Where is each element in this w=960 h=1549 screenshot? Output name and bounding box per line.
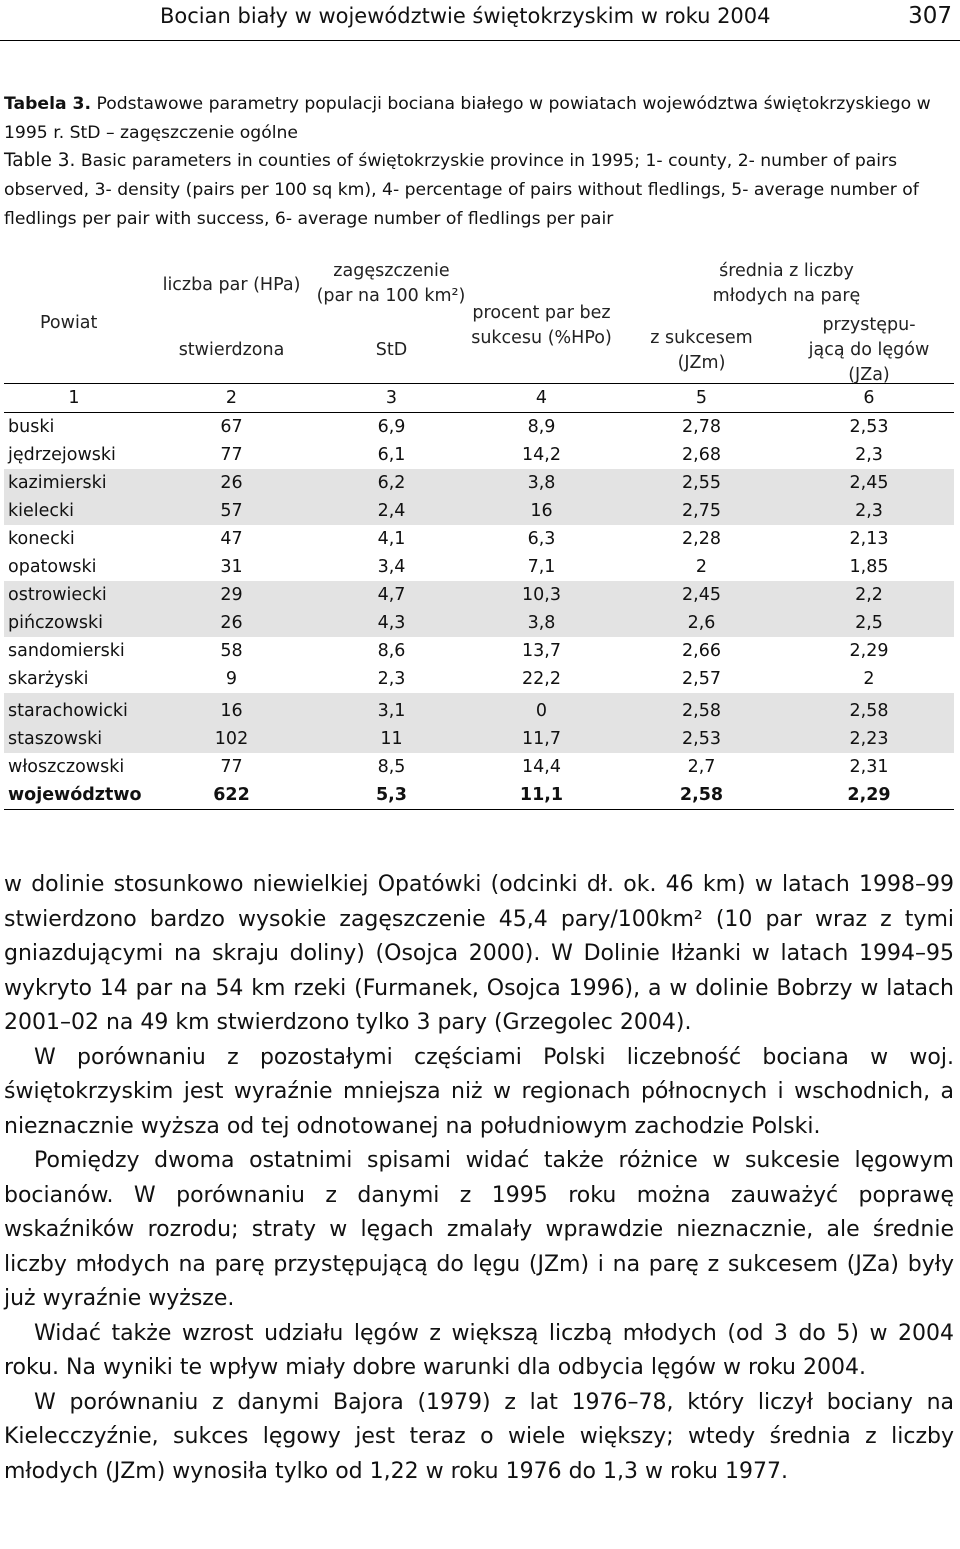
total-cell: województwo [4,781,144,810]
table-cell: 26 [144,469,319,497]
body-paragraph: W porównaniu z pozostałymi częściami Polski liczebność bociana w woj. świętokrzyskim jest wyraźnie mniejsza niż w regionach północnych i wschodnich, a nieznacznie wyższa od tej odnotowanej na południowym zachodzie Polski. [4,1044,954,1139]
table-cell: 1,85 [849,557,889,577]
table-cell: 29 [144,581,319,609]
table-cell: 11,7 [464,725,619,753]
table-row [4,553,954,581]
table-cell: 2,3 [855,445,883,465]
table-cell: 102 [144,725,319,753]
table-cell: 2,3 [377,669,406,689]
table-cell: 2 [695,557,708,577]
running-head-title: Bocian biały w województwie świętokrzyskim w roku 2004 [160,4,771,28]
table-cell: 7,1 [527,557,556,577]
county-name-cell: pińczowski [4,609,144,637]
table-cell: 4,7 [319,581,464,609]
table-cell: 2,75 [619,497,784,525]
table-total-row [4,781,954,810]
county-name-cell: jędrzejowski [8,445,116,465]
county-name-cell: skarżyski [8,669,89,689]
county-name-cell: opatowski [8,557,97,577]
header-liczba-par [144,255,319,384]
header-procent [464,255,619,384]
header-srednia-z-sukcesem [619,255,861,384]
header-std-label: StD [375,340,408,360]
table-cell: 22,2 [522,669,561,689]
table-caption-polish [4,90,954,148]
table-row [4,441,954,469]
header-procent-line1: procent par bez [472,303,611,323]
total-cell: 11,1 [464,781,619,810]
county-name-cell: ostrowiecki [4,581,144,609]
table-header-row [4,255,954,384]
header-procent-line2: sukcesu (%HPo) [471,328,612,348]
table-cell: 2,53 [849,417,889,437]
county-name-cell: sandomierski [8,641,125,661]
column-number: 2 [225,388,238,408]
total-cell: 2,29 [784,781,954,810]
table-cell: 3,8 [464,469,619,497]
header-powiat-label: Powiat [40,313,98,333]
table-cell: 58 [220,641,243,661]
header-stwierdzona-label: stwierdzona [178,340,285,360]
table-cell: 67 [220,417,243,437]
table-cell: 2,3 [784,497,954,525]
column-number: 1 [68,388,80,408]
table-body [4,413,954,782]
body-paragraph: Pomiędzy dwoma ostatnimi spisami widać także różnice w sukcesie lęgowym bocianów. W porównaniu z danymi z 1995 roku można zauważyć poprawę wskaźników rozrodu; straty w lęgach zmalały wprawdzie nieznacznie, ale średnie liczby młodych na parę przystępującą do lęgu (JZm) i na parę z sukcesem (JZa) były już wyraźnie wyższe. [4,1148,954,1311]
table-row [4,609,954,637]
header-powiat [4,255,144,384]
body-paragraph: W porównaniu z danymi Bajora (1979) z lat 1976–78, który liczył bociany na Kielecczyźnie, sukces lęgowy jest teraz o wiele większy; wtedy średnia z liczby młodych (JZm) wynosiła tylko od 1,22 w roku 1976 do 1,3 w roku 1977. [4,1389,954,1484]
table-row [4,497,954,525]
table-cell: 2,29 [849,641,889,661]
table-cell: 31 [220,557,243,577]
table-cell: 2,2 [784,581,954,609]
table-cell: 8,5 [377,757,406,777]
table-cell: 6,1 [377,445,406,465]
header-jza-label: (JZa) [848,365,890,385]
county-name-cell: włoszczowski [8,757,125,777]
body-paragraph: Widać także wzrost udziału lęgów z większą liczbą młodych (od 3 do 5) w 2004 roku. Na wyniki te wpływ miały dobre warunki dla odbycia lęgów w roku 2004. [4,1320,954,1380]
column-number: 6 [863,388,875,408]
table-cell: 3,4 [377,557,406,577]
header-jaca-label: jącą do lęgów [808,340,930,360]
column-number: 5 [695,388,708,408]
table-cell: 8,9 [527,417,556,437]
column-number: 3 [385,388,398,408]
table-cell: 3,8 [464,609,619,637]
table-row [4,693,954,725]
table-cell: 9 [225,669,238,689]
total-cell: 5,3 [319,781,464,810]
table-cell: 0 [464,693,619,725]
column-number-row [4,384,954,413]
table-cell: 26 [144,609,319,637]
data-table [4,255,954,810]
table-cell: 4,1 [377,529,406,549]
table-row [4,525,954,553]
table-cell: 2,45 [619,581,784,609]
table-cell: 10,3 [464,581,619,609]
table-cell: 2,31 [849,757,889,777]
table-row [4,413,954,442]
table-cell: 77 [220,445,243,465]
table-cell: 2,23 [784,725,954,753]
header-z-sukcesem-label: z sukcesem [650,328,753,348]
header-srednia-line2: młodych na parę [712,286,861,306]
table-cell: 6,9 [377,417,406,437]
page-number: 307 [908,3,952,29]
table-cell: 11 [319,725,464,753]
header-srednia-line1: średnia z liczby [719,261,854,281]
table-cell: 2,7 [687,757,716,777]
table-cell: 16 [144,693,319,725]
county-name-cell: buski [8,417,55,437]
county-name-cell: kazimierski [4,469,144,497]
table-row [4,725,954,753]
table-cell: 6,2 [319,469,464,497]
table-cell: 77 [220,757,243,777]
table-cell: 2,66 [682,641,721,661]
table-cell: 14,2 [522,445,561,465]
table-row [4,637,954,665]
table-cell: 57 [144,497,319,525]
table-cell: 2,4 [319,497,464,525]
table-cell: 2,13 [849,529,889,549]
running-head [0,0,960,41]
table-cell: 2,6 [619,609,784,637]
caption-pl-label: Tabela 3. [4,94,92,114]
county-name-cell: staszowski [4,725,144,753]
table-cell: 16 [464,497,619,525]
table-cell: 2,78 [682,417,721,437]
header-jzm-label: (JZm) [677,353,726,373]
header-przystepu-label: przystępu- [822,315,916,335]
header-zageszczenie [316,255,466,384]
table-cell: 4,3 [319,609,464,637]
caption-pl-text: Podstawowe parametry populacji bociana białego w powiatach województwa świętokrzyskiego w 1995 r. StD – zagęszczenie ogólne [4,94,931,143]
table-cell: 14,4 [522,757,561,777]
total-cell: 2,58 [619,781,784,810]
table-cell: 2,55 [619,469,784,497]
table-cell: 2,53 [619,725,784,753]
table-row [4,469,954,497]
county-name-cell: starachowicki [4,693,144,725]
table-cell: 2,57 [682,669,721,689]
table-cell: 2,5 [784,609,954,637]
header-par-na-label: (par na 100 km²) [316,286,466,306]
table-caption-english [4,146,954,234]
header-liczba-par-label: liczba par (HPa) [162,275,301,295]
table-cell: 2,58 [784,693,954,725]
table-cell: 2 [863,669,875,689]
table-cell: 3,1 [319,693,464,725]
column-number: 4 [535,388,548,408]
table-row [4,665,954,693]
header-zageszczenie-label: zagęszczenie [333,261,450,281]
county-name-cell: konecki [8,529,75,549]
table-cell: 13,7 [522,641,561,661]
county-name-cell: kielecki [4,497,144,525]
data-table-wrapper [4,255,954,810]
body-paragraph: w dolinie stosunkowo niewielkiej Opatówki (odcinki dł. ok. 46 km) w latach 1998–99 stwierdzono bardzo wysokie zagęszczenie 45,4 pary/100km² (10 par wraz z tymi gniazdującymi na skraju doliny) (Osojca 2000). W Dolinie Iłżanki w latach 1994–95 wykryto 14 par na 54 km rzeki (Furmanek, Osojca 1996), a w dolinie Bobrzy w latach 2001–02 na 49 km stwierdzono tylko 3 pary (Grzegolec 2004). [4,872,954,1035]
table-cell: 2,68 [682,445,721,465]
table-cell: 2,45 [784,469,954,497]
body-text [4,868,954,1489]
total-cell: 622 [144,781,319,810]
table-cell: 8,6 [377,641,406,661]
caption-en-text: Basic parameters in counties of świętokrzyskie province in 1995; 1- county, 2- number of pairs observed, 3- density (pairs per 100 sq km), 4- percentage of pairs without fledlings, 5- average number of fledlings per pair with success, 6- average number of fledlings per pair [4,151,919,229]
table-cell: 47 [220,529,243,549]
table-row [4,753,954,781]
table-cell: 2,58 [619,693,784,725]
caption-en-label: Table 3. [4,150,76,171]
table-cell: 2,28 [682,529,721,549]
header-przystepujaca [784,255,954,384]
table-row [4,581,954,609]
table-cell: 6,3 [527,529,556,549]
